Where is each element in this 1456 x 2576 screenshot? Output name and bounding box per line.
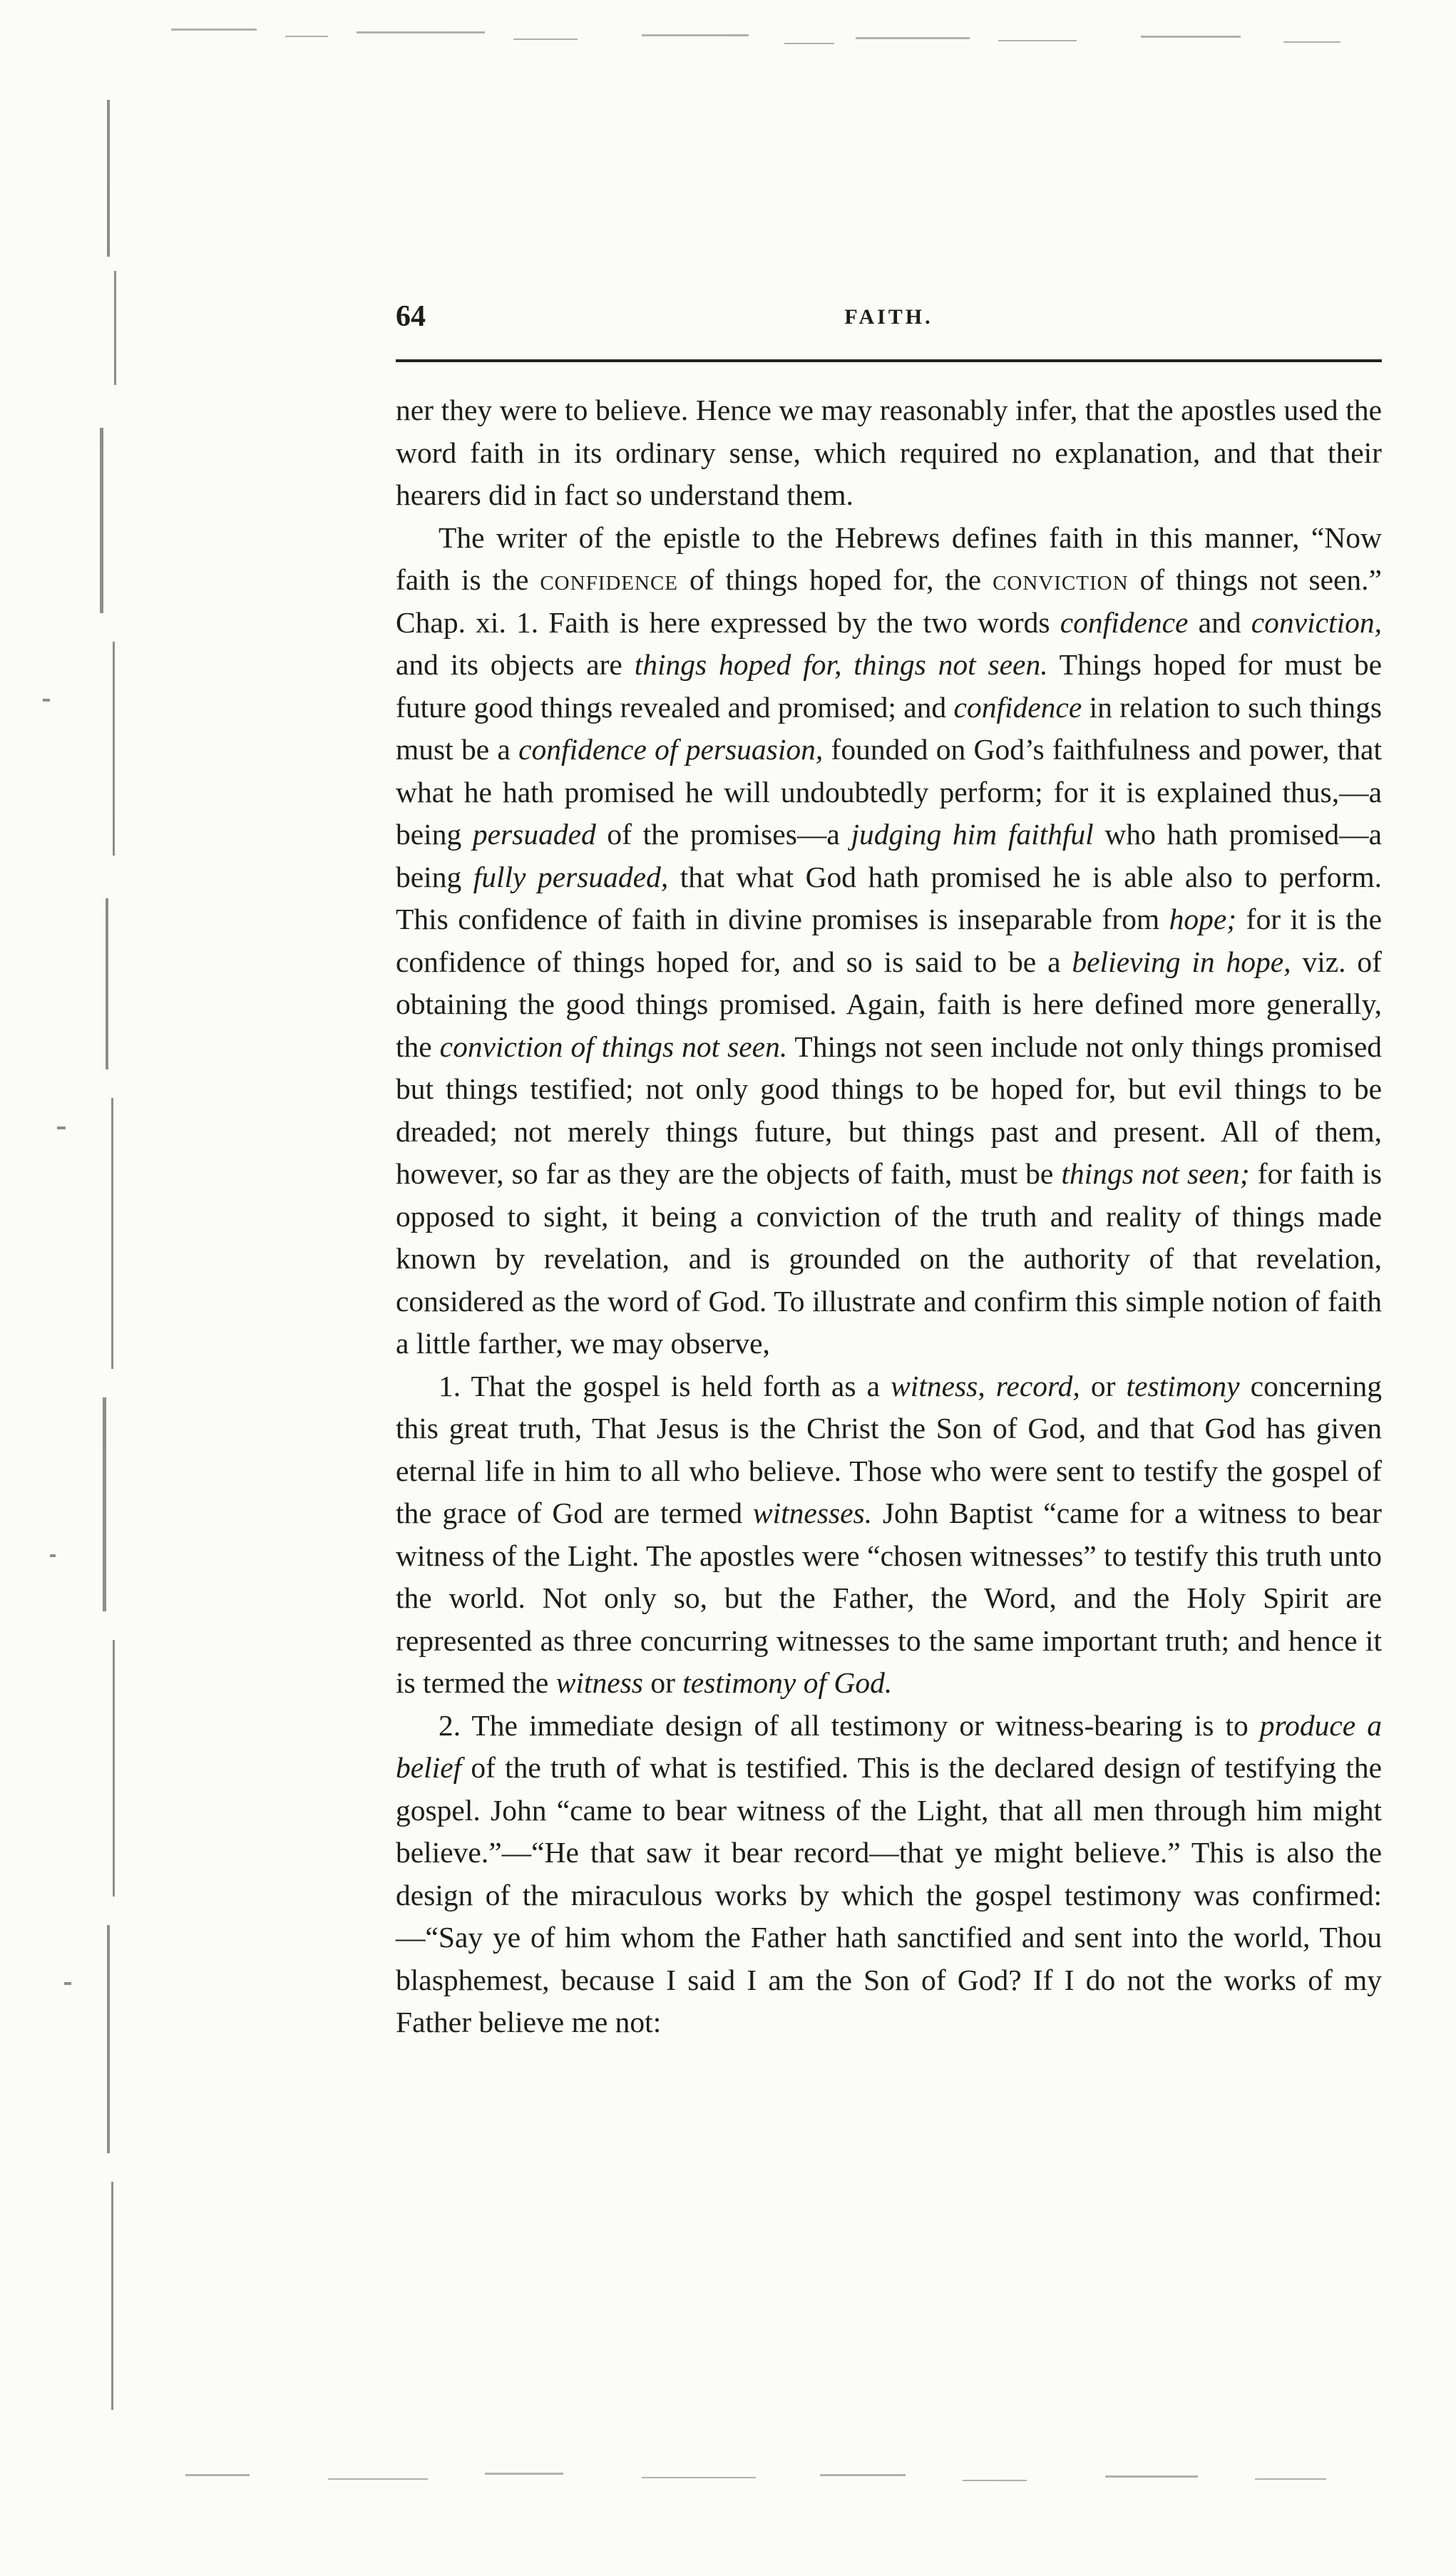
italic-text: fully persuaded, (473, 860, 669, 893)
text-run: ner they were to believe. Hence we may reasonably infer, that the apostles used the word faith in its ordinary sense, which required no explanation, and that their hearers did in fact so understand them. (396, 394, 1382, 511)
italic-text: witness, record, (891, 1369, 1080, 1402)
header-rule (396, 359, 1382, 362)
scan-noise-bottom-edge (143, 2453, 1412, 2510)
text-run: founded on God’s faithfulness and power, that what he hath promised he will undoubtedly perform; for it is explained thus,—a being (396, 733, 1382, 851)
text-run: John Baptist “came for a witness to bear witness of the Light. The apostles were “chosen witnesses” to testify this truth unto the world. Not only so, but the Father, the Word, and the Holy Spirit are represented as three concurring witnesses to the same important truth; and hence it is termed the (396, 1497, 1382, 1699)
text-run: of the promises—a (595, 818, 851, 851)
italic-text: confidence (953, 690, 1082, 724)
small-caps-text: confidence (540, 563, 679, 596)
text-run: concerning this great truth, That Jesus is the Christ the Son of God, and that God has given eternal life in him to all who believe. Those who were sent to testify the gospel of the grace of God are termed (396, 1369, 1383, 1529)
paragraph (396, 517, 1382, 1365)
text-run: 1. That the gospel is held forth as a (439, 1369, 891, 1402)
book-page (396, 299, 1382, 2044)
italic-text: conviction of things not seen. (439, 1030, 788, 1063)
italic-text: witnesses. (752, 1497, 873, 1529)
text-run: 2. The immediate design of all testimony or witness-bearing is to (439, 1708, 1260, 1742)
paragraph (396, 1365, 1382, 1705)
text-run: The writer of the epistle to the Hebrews defines faith in this manner, “Now faith is the (396, 520, 1382, 596)
italic-text: confidence (1060, 605, 1189, 639)
italic-text: judging him faithful (851, 818, 1094, 851)
scan-noise-top-edge (143, 14, 1412, 71)
text-run: of things not seen.” Chap. xi. 1. Faith is here expressed by the two words (396, 563, 1382, 639)
small-caps-text: conviction (993, 563, 1129, 596)
italic-text: conviction, (1251, 605, 1382, 639)
italic-text: persuaded (472, 818, 596, 851)
italic-text: testimony of God. (682, 1666, 893, 1699)
italic-text: testimony (1126, 1369, 1240, 1402)
italic-text: witness (555, 1666, 643, 1699)
italic-text: things not seen; (1061, 1157, 1250, 1190)
italic-text: things hoped for, things not seen. (634, 648, 1048, 681)
text-run: and (1188, 605, 1251, 639)
text-run: Things not seen include not only things promised but things testified; not only good things to be hoped for, but evil things to be dreaded; not merely things future, but things past and present. All of them, however, so far as they are the objects of faith, must be (396, 1030, 1382, 1190)
running-head (396, 299, 1382, 342)
text-run: or (1080, 1369, 1127, 1402)
italic-text: believing in hope, (1072, 945, 1291, 978)
italic-text: confidence of persuasion, (518, 733, 824, 766)
text-run: in relation to such things must be a (396, 690, 1382, 766)
italic-text: produce a belief (396, 1708, 1382, 1784)
paragraph (396, 389, 1382, 517)
text-run: for faith is opposed to sight, it being a conviction of the truth and reality of things made known by revelation, and is grounded on the authority of that revelation, considered as the word of God. To illustrate and confirm this simple notion of faith a little farther, we may observe, (396, 1157, 1383, 1360)
text-run: of things hoped for, the (678, 563, 993, 596)
page-number: 64 (396, 300, 426, 333)
text-run: for it is the confidence of things hoped for, and so is said to be a (396, 903, 1382, 978)
running-title: FAITH. (844, 305, 933, 329)
text-run: who hath promised—a being (396, 818, 1382, 893)
scan-noise-left-edge (29, 57, 150, 2467)
paragraph (396, 1705, 1382, 2044)
text-run: and its objects are (396, 648, 635, 681)
body-text (396, 389, 1382, 2044)
text-run: or (642, 1666, 683, 1699)
text-run: that what God hath promised he is able also to perform. This confidence of faith in divine promises is inseparable from (396, 860, 1383, 935)
text-run: Things hoped for must be future good things revealed and promised; and (396, 648, 1382, 724)
text-run: of the truth of what is testified. This is the declared design of testifying the gospel. John “came to bear witness of the Light, that all men through him might believe.”—“He that saw it bear record—that ye might believe.” This is also the design of the miraculous works by which the gospel testimony was confirmed:—“Say ye of him whom the Father hath sanctified and sent into the world, Thou blasphemest, because I said I am the Son of God? If I do not the works of my Father believe me not: (396, 1751, 1382, 2038)
text-run: viz. of obtaining the good things promised. Again, faith is here defined more generally, the (396, 945, 1382, 1063)
italic-text: hope; (1169, 903, 1237, 935)
